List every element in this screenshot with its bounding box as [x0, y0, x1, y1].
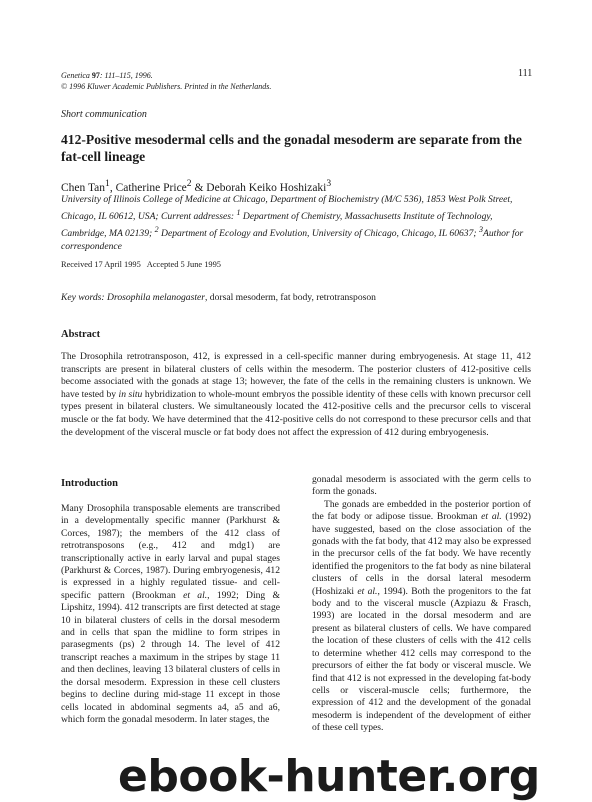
abstract-heading: Abstract: [61, 329, 101, 340]
author-superscript: 1: [105, 178, 110, 189]
author-separator: &: [191, 181, 207, 194]
affiliation-text: Department of Ecology and Evolution, University of Chicago, Chicago, IL 60637;: [158, 228, 479, 240]
abstract-text: hybridization to whole-mount embryos the possible identity of these cells with known precursor cell types present in bilateral clusters. We simultaneously located the 412-positive cells and the precursor cells to visceral muscle or the fat body. We have determined that the 412-positive cells do not correspond to these precursor cells and that the development of the visceral muscle or fat body does not affect the expression of 412 during embryogenesis.: [61, 388, 531, 438]
affiliation-text: University of Illinois College of Medicine at Chicago, Department of Biochemistry (M/C 536), 1853 West Polk Street, Chicago, IL 60612, USA; Current addresses:: [61, 194, 513, 223]
watermark: ebook-hunter.org: [118, 751, 540, 802]
body-text: Many Drosophila transposable elements are transcribed in a developmentally specific manner (Parkhurst & Corces, 1987); the members of the 412 class of retrotransposons (e.g., 412 and mdg1) are transcriptionally active in early larval and pupal stages (Parkhurst & Corces, 1987). During embryogenesis, 412 is expressed in a highly regulated tissue- and cell-specific pattern (Brookman: [61, 503, 280, 601]
affiliation-superscript: 3: [479, 225, 483, 235]
article-dates: [61, 260, 221, 269]
affiliation-superscript: 1: [236, 208, 241, 217]
body-italic: et al.: [357, 585, 378, 597]
abstract-body: [61, 351, 531, 439]
copyright-line: © 1996 Kluwer Academic Publishers. Printed in the Netherlands.: [61, 82, 272, 91]
article-type: Short communication: [61, 109, 147, 120]
introduction-heading: Introduction: [61, 478, 118, 489]
author-list: [61, 178, 331, 194]
paragraph: [61, 503, 280, 726]
author-name: Chen Tan: [61, 181, 106, 194]
journal-pages: : 111–115, 1996.: [99, 71, 153, 80]
page-number: 111: [518, 68, 533, 79]
author-superscript: 2: [186, 178, 192, 189]
body-text: (1992) have suggested, based on the close association of the gonads with the fat body, that 412 may also be expressed in the precursor cells of the fat body. We have recently identified the progenitors to the fat body as nine bilateral clusters of cells in the dorsal lateral mesoderm (Hoshizaki: [312, 511, 531, 597]
journal-citation: [61, 70, 271, 92]
keyword-species: Drosophila melanogaster: [107, 292, 205, 303]
affiliation-text: Author for correspondence: [61, 228, 524, 253]
article-title: 412-Positive mesodermal cells and the gonadal mesoderm are separate from the fat-cell lineage: [61, 132, 522, 164]
body-text: The gonads are embedded in the posterior portion of the fat body or adipose tissue. Brookman: [312, 498, 531, 523]
journal-name: Genetica: [61, 71, 90, 80]
body-italic: et al.: [183, 589, 208, 601]
keywords: [61, 292, 531, 303]
author-name: Catherine Price: [115, 181, 187, 194]
author-name: Deborah Keiko Hoshizaki: [206, 181, 327, 194]
keywords-label: Key words:: [61, 292, 108, 303]
body-italic: et al.: [481, 511, 502, 523]
body-text: , 1994). Both the progenitors to the fat body and to the visceral muscle (Azpiazu & Frasch, 1993) are located in the dorsal mesoderm and are present as bilateral clusters of cells. We have compared the location of these clusters of cells with the 412 cells to determine whether 412 cells may correspond to the precursors of either the fat body or visceral muscle. We find that 412 is not expressed in the developing fat-body cells or visceral-muscle cells; furthermore, the expression of 412 and the development of the gonadal mesoderm is independent of the development of either of these cell types.: [312, 585, 531, 734]
author-superscript: 3: [326, 178, 332, 189]
affiliation-text: Department of Chemistry, Massachusetts Institute of Technology, Cambridge, MA 02139;: [61, 211, 493, 240]
paragraph: [312, 499, 531, 735]
body-column-right: [312, 474, 531, 735]
body-column-left: [61, 503, 280, 726]
journal-volume: 97: [91, 71, 100, 80]
affiliation-superscript: 2: [154, 225, 159, 235]
paragraph: gonadal mesoderm is associated with the germ cells to form the gonads.: [312, 474, 531, 498]
author-separator: ,: [109, 181, 116, 194]
received-date: Received 17 April 1995: [61, 260, 141, 269]
keywords-rest: , dorsal mesoderm, fat body, retrotransposon: [205, 292, 376, 303]
accepted-date: Accepted 5 June 1995: [146, 260, 221, 269]
abstract-italic: in situ: [118, 388, 143, 400]
affiliation: [61, 193, 531, 253]
body-text: , 1992; Ding & Lipshitz, 1994). 412 transcripts are first detected at stage 10 in bilateral clusters of cells in the dorsal mesoderm and in cells that span the midline to form stripes in parasegments (ps) 2 through 14. The level of 412 transcript reaches a maximum in the stripes by stage 11 and then declines, leaving 13 bilateral clusters of cells in the dorsal mesoderm. Expression in these cell clusters begins to decline during mid-stage 11 except in those cells located in abdominal segments a4, a5 and a6, which form the gonadal mesoderm. In later stages, the: [61, 589, 280, 725]
abstract-text: The Drosophila retrotransposon, 412, is expressed in a cell-specific manner during embryogenesis. At stage 11, 412 transcripts are present in bilateral clusters of cells within the mesoderm. The posterior clusters of 412-positive cells become associated with the gonads at stage 13; however, the fate of the cells in the remaining clusters is unknown. We have tested by: [61, 351, 531, 400]
